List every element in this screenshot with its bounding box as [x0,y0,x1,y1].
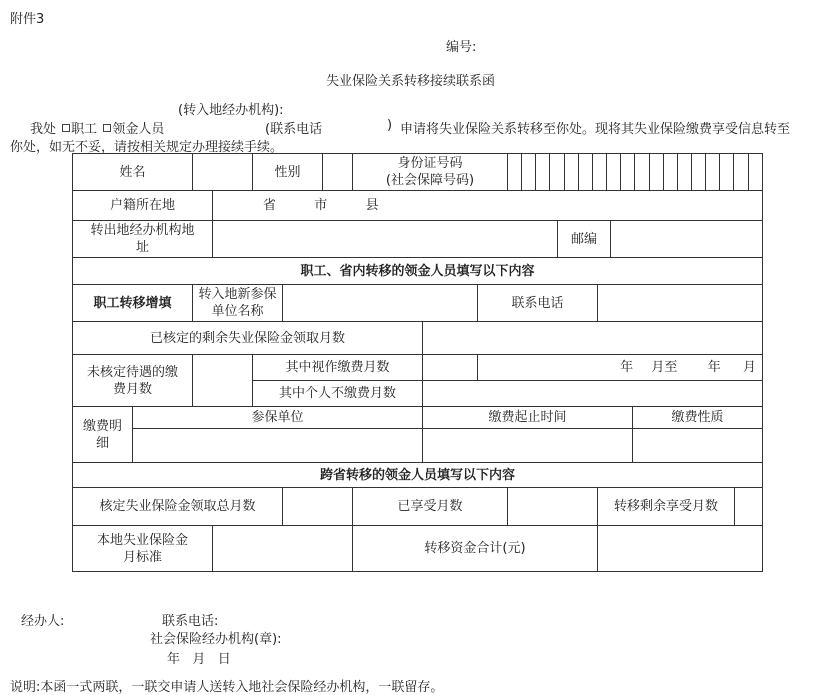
payment-nature-header: 缴费性质 [633,407,763,429]
local-standard-value[interactable] [213,526,353,572]
no-personal-months-value[interactable] [423,381,763,407]
enjoyed-months-value[interactable] [508,488,598,526]
worker-checkbox[interactable] [62,124,70,132]
intro-line-1 [30,118,164,137]
transfer-total-value[interactable] [598,526,763,572]
page-title: 失业保险关系转移接续联系函 [326,74,496,89]
postcode-label: 邮编 [558,221,611,258]
row-section1-title [73,258,763,285]
row-basic-info [73,154,763,191]
city-label: 市 [314,198,328,213]
worker-option-label: 职工 [71,122,98,137]
unverified-months-value[interactable] [193,355,253,407]
insured-unit-header: 参保单位 [133,407,423,429]
name-value[interactable] [193,154,253,191]
transfer-remaining-value[interactable] [735,488,763,526]
handler-label: 经办人: [21,614,65,629]
to-agency-label: (转入地经办机构): [178,103,284,118]
payment-nature-value[interactable] [633,429,763,463]
intro-line-2: 你处，如无不妥，请按相关规定办理接续手续。 [10,140,284,155]
row-local-standard [73,526,763,572]
hukou-value[interactable] [213,191,763,221]
new-unit-value[interactable] [283,285,478,322]
row-hukou [73,191,763,221]
footer-note: 说明:本函一式两联，一联交申请人送转入地社会保险经办机构，一联留存。 [10,680,444,695]
name-label: 姓名 [73,154,193,191]
hukou-label: 户籍所在地 [73,191,213,221]
month2-label: 月 [742,360,756,375]
attachment-label: 附件3 [10,12,45,27]
transfer-remaining-label: 转移剩余享受月数 [598,488,735,526]
worker-increase-label: 职工转移增填 [73,285,193,322]
contact-phone-label: 联系电话 [478,285,598,322]
intro-part1: 我处 [30,122,57,137]
county-label: 县 [365,198,379,213]
id-number-label: 身份证号码 (社会保障号码) [353,154,508,191]
local-standard-label: 本地失业保险金 月标准 [73,526,213,572]
payment-period-header: 缴费起止时间 [423,407,633,429]
transfer-form-table [72,153,763,572]
serial-number-label: 编号: [446,40,477,55]
insured-unit-value[interactable] [133,429,423,463]
gender-label: 性别 [253,154,323,191]
row-payment-data [73,429,763,463]
recipient-checkbox[interactable] [103,124,111,132]
footer-phone-label: 联系电话: [162,614,219,629]
contact-phone-value[interactable] [598,285,763,322]
postcode-value[interactable] [611,221,763,258]
row-deemed-months [73,355,763,381]
recipient-option-label: 领金人员 [112,122,165,137]
total-months-value[interactable] [283,488,353,526]
payment-detail-label: 缴费明 细 [73,407,133,463]
total-months-label: 核定失业保险金领取总月数 [73,488,283,526]
gender-value[interactable] [323,154,353,191]
no-personal-months-label: 其中个人不缴费月数 [253,381,423,407]
row-remaining-months [73,322,763,355]
date-label: 年 月 日 [167,652,231,667]
section2-title: 跨省转移的领金人员填写以下内容 [73,463,763,488]
month-to-label: 月至 [651,360,678,375]
transfer-total-label: 转移资金合计(元) [353,526,598,572]
intro-phone-label: (联系电话 [265,122,323,137]
out-agency-value[interactable] [213,221,558,258]
remaining-months-value[interactable] [423,322,763,355]
row-worker-increase [73,285,763,322]
unverified-months-label: 未核定待遇的缴 费月数 [73,355,193,407]
intro-close-paren: ) [387,118,393,133]
deemed-period-value[interactable] [478,355,763,381]
row-total-months [73,488,763,526]
province-label: 省 [263,198,277,213]
deemed-months-label: 其中视作缴费月数 [253,355,423,381]
row-payment-header [73,407,763,429]
remaining-months-label: 已核定的剩余失业保险金领取月数 [73,322,423,355]
id-number-boxes[interactable] [508,154,763,191]
payment-period-value[interactable] [423,429,633,463]
new-unit-label: 转入地新参保 单位名称 [193,285,283,322]
enjoyed-months-label: 已享受月数 [353,488,508,526]
intro-request-text: 申请将失业保险关系转移至你处。现将其失业保险缴费享受信息转至 [400,122,791,137]
year2-label: 年 [707,360,721,375]
agency-seal-label: 社会保险经办机构(章): [150,632,282,647]
row-out-agency [73,221,763,258]
section1-title: 职工、省内转移的领金人员填写以下内容 [73,258,763,285]
row-section2-title [73,463,763,488]
deemed-months-value[interactable] [423,355,478,381]
out-agency-label: 转出地经办机构地 址 [73,221,213,258]
year1-label: 年 [620,360,634,375]
